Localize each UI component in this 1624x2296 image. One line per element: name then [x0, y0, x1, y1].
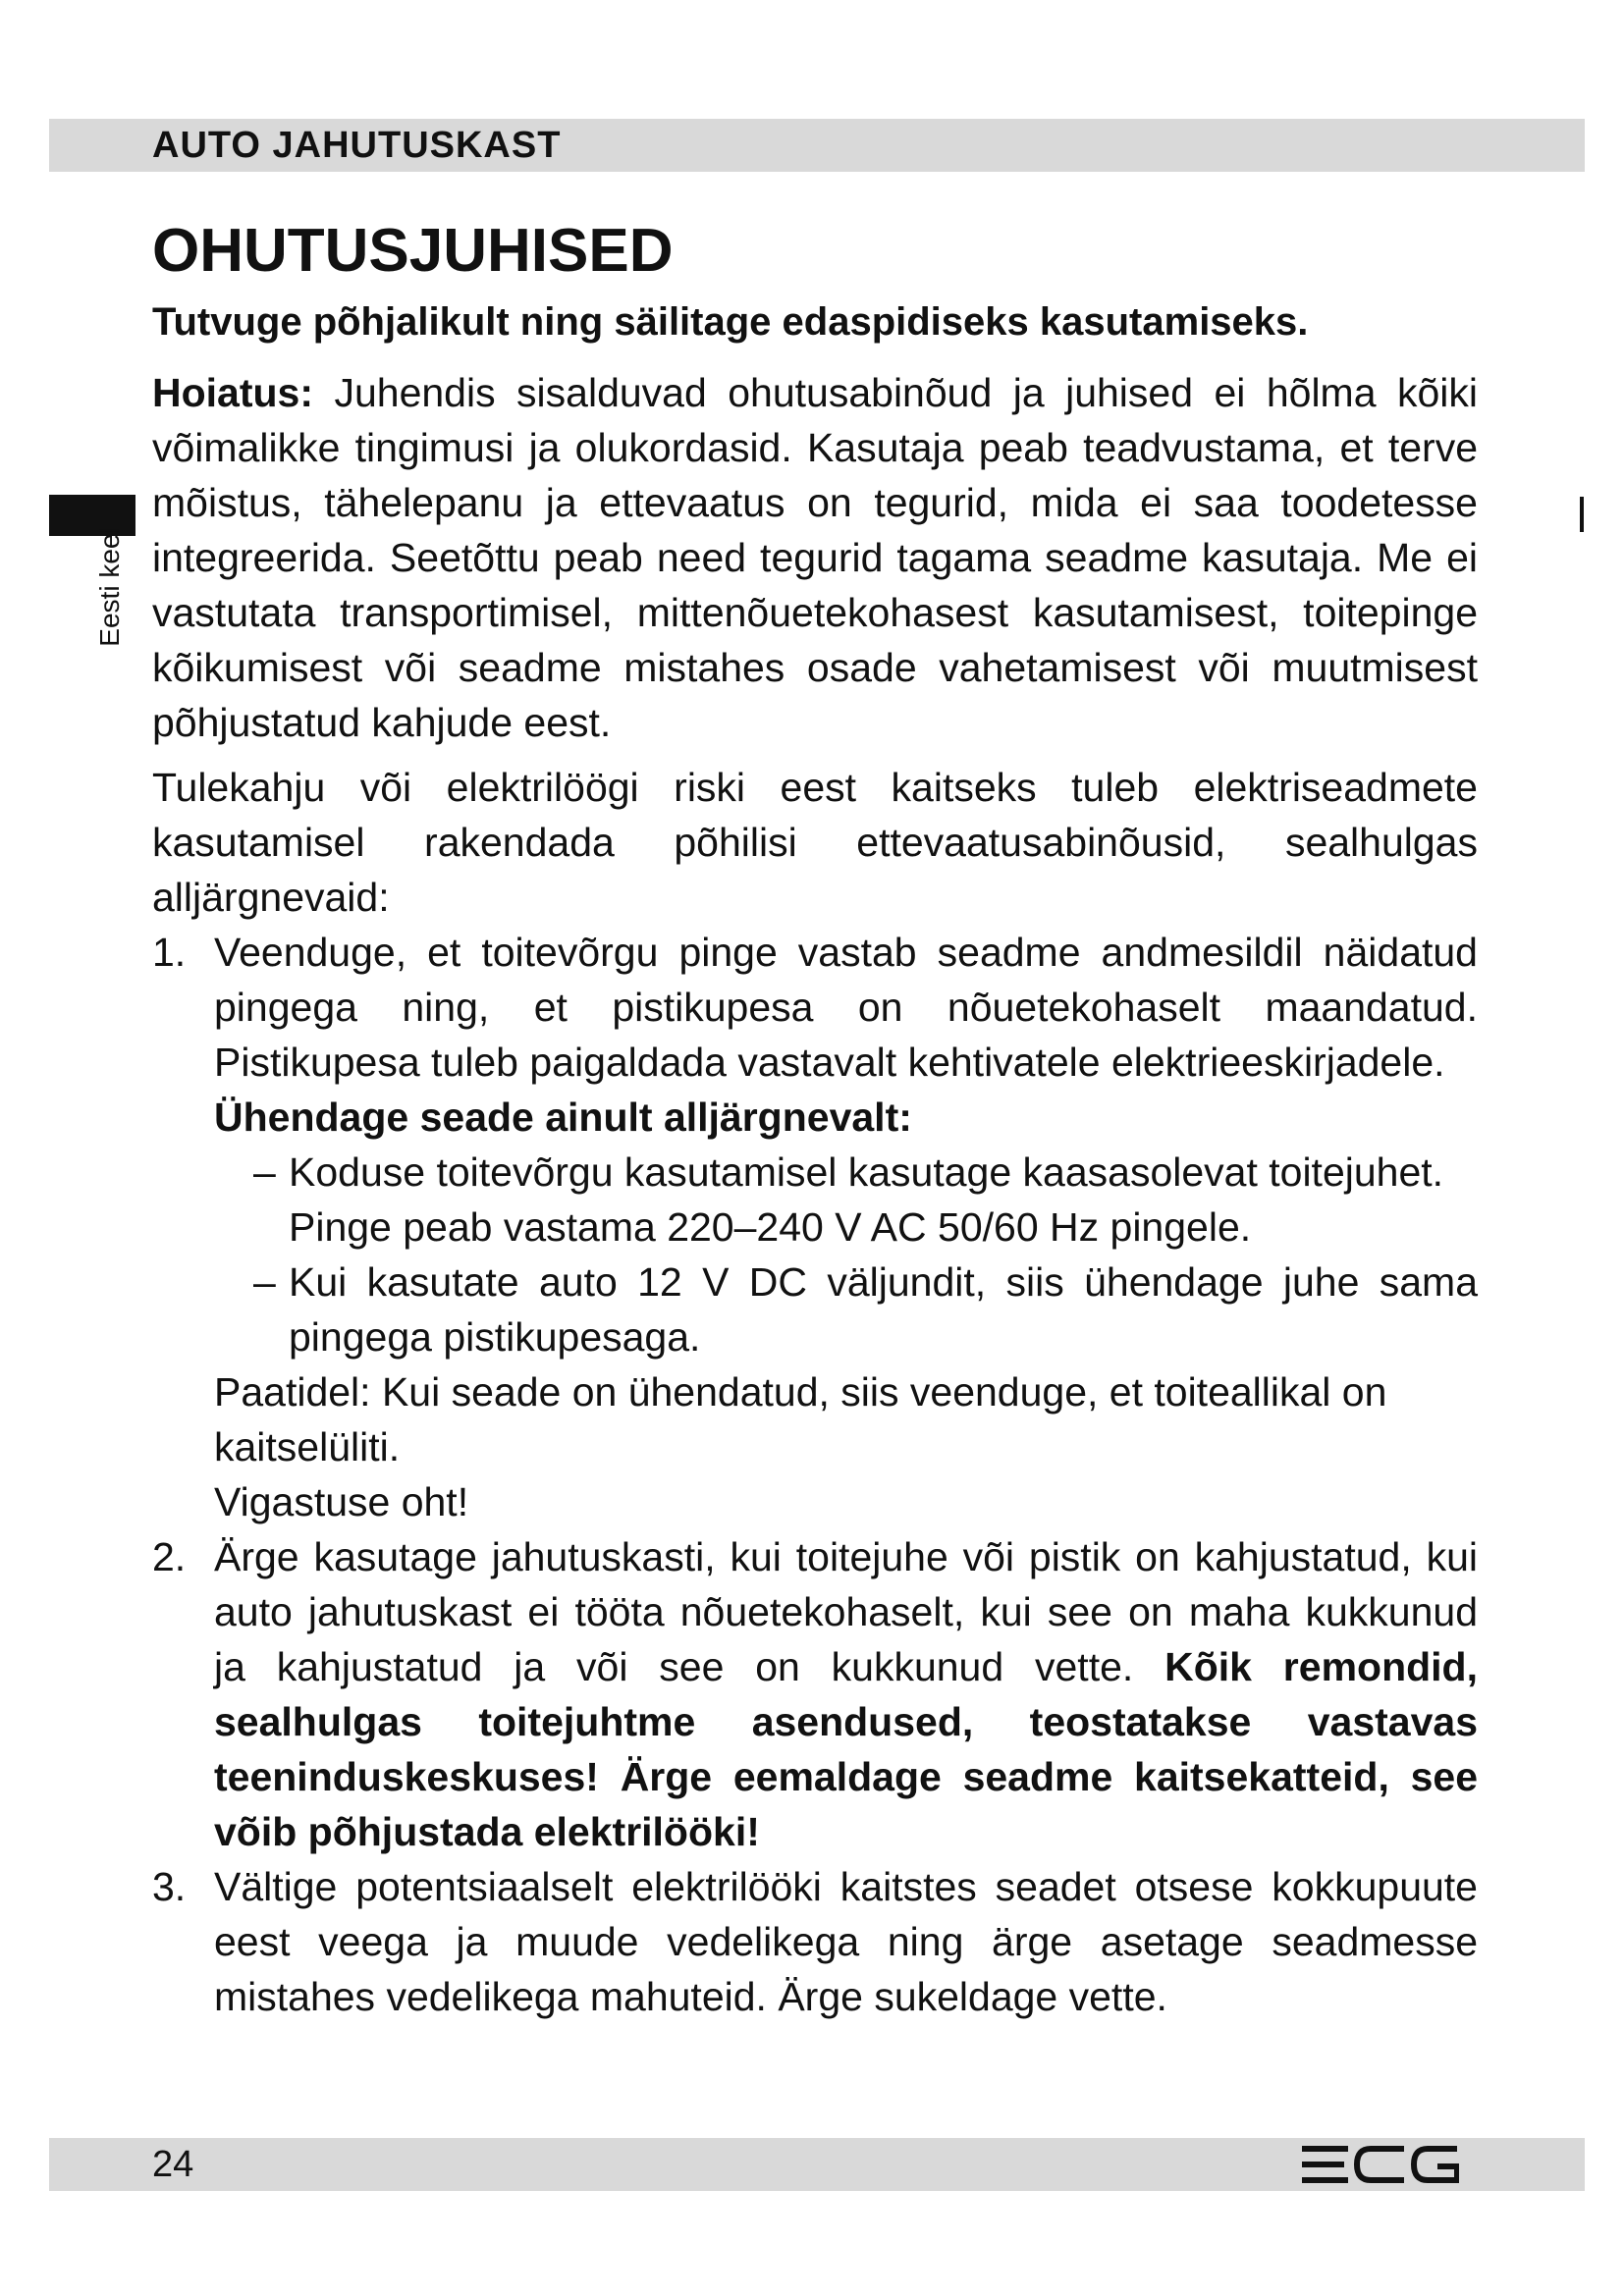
connect-heading: Ühendage seade ainult alljärgnevalt:: [214, 1095, 912, 1140]
item-number: 3.: [152, 1864, 187, 1909]
sub-item-text: Koduse toitevõrgu kasutamisel kasutage kaasasolevat toitejuhet. Pinge peab vastama 220–240 V AC 50/60 Hz pingele.: [289, 1149, 1444, 1250]
warning-text: Juhendis sisalduvad ohutusabinõud ja juhised ei hõlma kõiki võimalikke tingimusi ja olukordasid. Kasutaja peab teadvustama, et terve mõistus, tähelepanu ja ettevaatus on tegurid, mida ei saa toodetesse integreerida. Seetõttu peab need tegurid tagama seadme kasutaja. Me ei vastutata transportimisel, mittenõuetekohasest kasutamisest, toitepinge kõikumisest või seadme mistahes osade vahetamisest või muutmisest põhjustatud kahjude eest.: [152, 370, 1478, 745]
warning-label: Hoiatus:: [152, 370, 313, 415]
item-number: 2.: [152, 1534, 187, 1579]
sub-list-item: [234, 1145, 1478, 1255]
item-text: Ärge kasutage jahutuskasti, kui toitejuhe või pistik on kahjustatud, kui auto jahutuskast ei tööta nõuetekohaselt, kui see on maha kukkunud ja kahjustatud ja või see on kukkunud vette.: [214, 1534, 1478, 1689]
list-item: [152, 925, 1478, 1529]
list-item: [152, 1859, 1478, 2024]
margin-mark: [1580, 497, 1584, 532]
item-number: 1.: [152, 930, 187, 975]
safety-instructions: [152, 365, 1478, 2024]
sub-list-item: [234, 1255, 1478, 1364]
item-paragraph: [214, 1529, 1478, 1859]
item-bold-text: Kõik remondid, sealhulgas toitejuhtme asendused, teostatakse vastavas teeninduskeskuses! Ärge eemaldage seadme kaitsekatteid, see võib põhjustada elektrilööki!: [214, 1644, 1478, 1854]
dash-bullet: –: [253, 1149, 276, 1195]
list-item: [152, 1529, 1478, 1859]
item-text: Veenduge, et toitevõrgu pinge vastab seadme andmesildil näidatud pingega ning, et pistikupesa on nõuetekohaselt maandatud. Pistikupesa tuleb paigaldada vastavalt kehtivatele elektrieeskirjadele.: [214, 930, 1478, 1085]
item-text: Vältige potentsiaalselt elektrilööki kaitstes seadet otsese kokkupuute eest veega ja muude vedelikega ning ärge asetage seadmesse mistahes vedelikega mahuteid. Ärge sukeldage vette.: [214, 1864, 1478, 2019]
danger-note: Vigastuse oht!: [214, 1479, 469, 1524]
page-number: 24: [152, 2144, 194, 2185]
language-label: Eesti keel: [94, 527, 125, 647]
page-title: OHUTUSJUHISED: [152, 217, 674, 285]
section-label: AUTO JAHUTUSKAST: [152, 125, 562, 166]
warning-paragraph: [152, 365, 1478, 750]
ecg-logo: [1302, 2146, 1459, 2183]
intro-paragraph: Tulekahju või elektrilöögi riski eest kaitseks tuleb elektriseadmete kasutamisel rakendada põhilisi ettevaatusabinõusid, sealhulgas alljärgnevaid:: [152, 765, 1478, 920]
sub-item-text: Kui kasutate auto 12 V DC väljundit, siis ühendage juhe sama pingega pistikupesaga.: [289, 1259, 1478, 1360]
page-subtitle: Tutvuge põhjalikult ning säilitage edaspidiseks kasutamiseks.: [152, 300, 1309, 344]
boats-note: Paatidel: Kui seade on ühendatud, siis veenduge, et toiteallikal on kaitselüliti.: [214, 1369, 1387, 1469]
dash-bullet: –: [253, 1259, 276, 1305]
